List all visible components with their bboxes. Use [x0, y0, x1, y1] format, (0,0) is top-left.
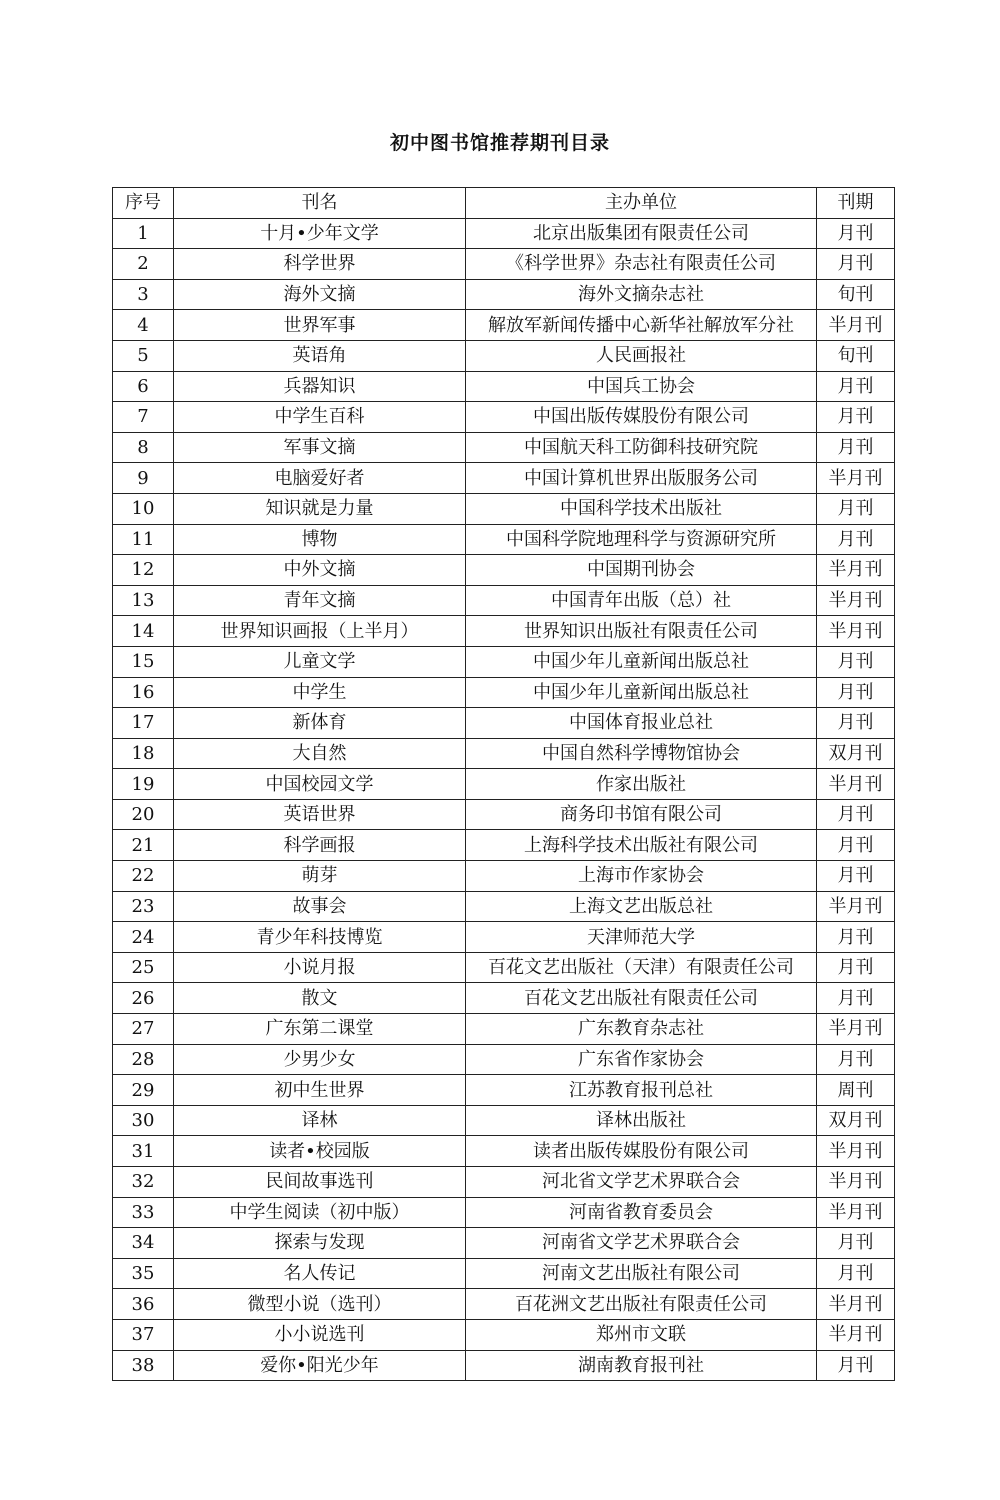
- cell-frequency: 半月刊: [817, 310, 895, 341]
- cell-index: 14: [113, 616, 174, 647]
- periodical-table: [112, 187, 895, 1381]
- table-row: [113, 799, 895, 830]
- cell-publisher: 中国自然科学博物馆协会: [466, 738, 817, 769]
- cell-journal-name: 名人传记: [174, 1258, 466, 1289]
- cell-index: 11: [113, 524, 174, 555]
- cell-frequency: 月刊: [817, 708, 895, 739]
- table-row: [113, 646, 895, 677]
- table-row: [113, 1075, 895, 1106]
- cell-journal-name: 中国校园文学: [174, 769, 466, 800]
- table-row: [113, 861, 895, 892]
- cell-publisher: 人民画报社: [466, 340, 817, 371]
- cell-frequency: 半月刊: [817, 1167, 895, 1198]
- cell-frequency: 月刊: [817, 952, 895, 983]
- cell-publisher: 中国少年儿童新闻出版总社: [466, 646, 817, 677]
- table-row: [113, 952, 895, 983]
- cell-journal-name: 军事文摘: [174, 432, 466, 463]
- cell-publisher: 世界知识出版社有限责任公司: [466, 616, 817, 647]
- table-row: [113, 279, 895, 310]
- cell-frequency: 月刊: [817, 493, 895, 524]
- cell-publisher: 上海文艺出版总社: [466, 891, 817, 922]
- table-row: [113, 1350, 895, 1381]
- cell-journal-name: 微型小说（选刊）: [174, 1289, 466, 1320]
- cell-index: 35: [113, 1258, 174, 1289]
- cell-frequency: 月刊: [817, 861, 895, 892]
- cell-publisher: 中国体育报业总社: [466, 708, 817, 739]
- table-row: [113, 1319, 895, 1350]
- table-row: [113, 769, 895, 800]
- cell-publisher: 百花文艺出版社有限责任公司: [466, 983, 817, 1014]
- cell-index: 9: [113, 463, 174, 494]
- cell-journal-name: 小小说选刊: [174, 1319, 466, 1350]
- cell-index: 7: [113, 402, 174, 433]
- cell-publisher: 中国青年出版（总）社: [466, 585, 817, 616]
- cell-index: 2: [113, 249, 174, 280]
- page-title: 初中图书馆推荐期刊目录: [389, 132, 610, 154]
- cell-journal-name: 兵器知识: [174, 371, 466, 402]
- cell-frequency: 月刊: [817, 432, 895, 463]
- table-row: [113, 524, 895, 555]
- cell-publisher: 河南省文学艺术界联合会: [466, 1228, 817, 1259]
- cell-index: 10: [113, 493, 174, 524]
- cell-journal-name: 译林: [174, 1105, 466, 1136]
- cell-frequency: 月刊: [817, 218, 895, 249]
- cell-index: 4: [113, 310, 174, 341]
- cell-frequency: 周刊: [817, 1075, 895, 1106]
- cell-publisher: 中国科学技术出版社: [466, 493, 817, 524]
- cell-publisher: 百花文艺出版社（天津）有限责任公司: [466, 952, 817, 983]
- cell-frequency: 月刊: [817, 677, 895, 708]
- header-publisher: 主办单位: [466, 188, 817, 219]
- cell-publisher: 江苏教育报刊总社: [466, 1075, 817, 1106]
- header-frequency: 刊期: [817, 188, 895, 219]
- table-row: [113, 249, 895, 280]
- table-row: [113, 432, 895, 463]
- cell-publisher: 《科学世界》杂志社有限责任公司: [466, 249, 817, 280]
- cell-publisher: 解放军新闻传播中心新华社解放军分社: [466, 310, 817, 341]
- cell-journal-name: 博物: [174, 524, 466, 555]
- cell-index: 3: [113, 279, 174, 310]
- table-row: [113, 1167, 895, 1198]
- cell-journal-name: 广东第二课堂: [174, 1014, 466, 1045]
- cell-publisher: 中国科学院地理科学与资源研究所: [466, 524, 817, 555]
- table-row: [113, 585, 895, 616]
- cell-publisher: 中国计算机世界出版服务公司: [466, 463, 817, 494]
- cell-frequency: 月刊: [817, 1258, 895, 1289]
- cell-journal-name: 青少年科技博览: [174, 922, 466, 953]
- cell-frequency: 月刊: [817, 402, 895, 433]
- table-row: [113, 1228, 895, 1259]
- cell-publisher: 中国航天科工防御科技研究院: [466, 432, 817, 463]
- cell-index: 28: [113, 1044, 174, 1075]
- cell-journal-name: 萌芽: [174, 861, 466, 892]
- cell-journal-name: 中学生: [174, 677, 466, 708]
- header-journal-name: 刊名: [174, 188, 466, 219]
- cell-journal-name: 读者•校园版: [174, 1136, 466, 1167]
- cell-journal-name: 科学世界: [174, 249, 466, 280]
- cell-frequency: 半月刊: [817, 1319, 895, 1350]
- cell-journal-name: 知识就是力量: [174, 493, 466, 524]
- cell-journal-name: 中外文摘: [174, 555, 466, 586]
- cell-index: 12: [113, 555, 174, 586]
- cell-publisher: 郑州市文联: [466, 1319, 817, 1350]
- cell-journal-name: 爱你•阳光少年: [174, 1350, 466, 1381]
- cell-journal-name: 英语角: [174, 340, 466, 371]
- cell-publisher: 中国少年儿童新闻出版总社: [466, 677, 817, 708]
- cell-frequency: 旬刊: [817, 279, 895, 310]
- cell-publisher: 商务印书馆有限公司: [466, 799, 817, 830]
- cell-index: 1: [113, 218, 174, 249]
- cell-journal-name: 新体育: [174, 708, 466, 739]
- table-row: [113, 677, 895, 708]
- cell-index: 6: [113, 371, 174, 402]
- table-row: [113, 310, 895, 341]
- cell-frequency: 半月刊: [817, 585, 895, 616]
- cell-frequency: 月刊: [817, 799, 895, 830]
- cell-index: 37: [113, 1319, 174, 1350]
- cell-publisher: 中国兵工协会: [466, 371, 817, 402]
- cell-frequency: 月刊: [817, 646, 895, 677]
- cell-journal-name: 十月•少年文学: [174, 218, 466, 249]
- cell-journal-name: 青年文摘: [174, 585, 466, 616]
- table-row: [113, 1105, 895, 1136]
- cell-publisher: 上海市作家协会: [466, 861, 817, 892]
- table-row: [113, 708, 895, 739]
- cell-journal-name: 少男少女: [174, 1044, 466, 1075]
- cell-journal-name: 儿童文学: [174, 646, 466, 677]
- cell-journal-name: 中学生阅读（初中版）: [174, 1197, 466, 1228]
- cell-journal-name: 散文: [174, 983, 466, 1014]
- table-row: [113, 371, 895, 402]
- cell-index: 38: [113, 1350, 174, 1381]
- table-row: [113, 218, 895, 249]
- table-row: [113, 891, 895, 922]
- cell-frequency: 月刊: [817, 922, 895, 953]
- cell-publisher: 广东教育杂志社: [466, 1014, 817, 1045]
- table-row: [113, 830, 895, 861]
- cell-publisher: 河南文艺出版社有限公司: [466, 1258, 817, 1289]
- cell-publisher: 广东省作家协会: [466, 1044, 817, 1075]
- cell-index: 16: [113, 677, 174, 708]
- cell-frequency: 半月刊: [817, 463, 895, 494]
- cell-journal-name: 英语世界: [174, 799, 466, 830]
- cell-journal-name: 电脑爱好者: [174, 463, 466, 494]
- cell-publisher: 读者出版传媒股份有限公司: [466, 1136, 817, 1167]
- cell-frequency: 半月刊: [817, 1014, 895, 1045]
- cell-publisher: 北京出版集团有限责任公司: [466, 218, 817, 249]
- cell-journal-name: 探索与发现: [174, 1228, 466, 1259]
- cell-journal-name: 故事会: [174, 891, 466, 922]
- cell-index: 36: [113, 1289, 174, 1320]
- cell-journal-name: 小说月报: [174, 952, 466, 983]
- cell-publisher: 天津师范大学: [466, 922, 817, 953]
- header-index: 序号: [113, 188, 174, 219]
- cell-index: 19: [113, 769, 174, 800]
- cell-journal-name: 民间故事选刊: [174, 1167, 466, 1198]
- cell-publisher: 作家出版社: [466, 769, 817, 800]
- cell-index: 21: [113, 830, 174, 861]
- cell-publisher: 中国出版传媒股份有限公司: [466, 402, 817, 433]
- cell-journal-name: 世界知识画报（上半月）: [174, 616, 466, 647]
- table-row: [113, 493, 895, 524]
- table-row: [113, 922, 895, 953]
- cell-index: 26: [113, 983, 174, 1014]
- table-row: [113, 983, 895, 1014]
- cell-publisher: 湖南教育报刊社: [466, 1350, 817, 1381]
- cell-frequency: 旬刊: [817, 340, 895, 371]
- table-row: [113, 402, 895, 433]
- cell-frequency: 月刊: [817, 249, 895, 280]
- cell-publisher: 上海科学技术出版社有限公司: [466, 830, 817, 861]
- cell-publisher: 百花洲文艺出版社有限责任公司: [466, 1289, 817, 1320]
- cell-frequency: 月刊: [817, 830, 895, 861]
- table-row: [113, 738, 895, 769]
- cell-publisher: 海外文摘杂志社: [466, 279, 817, 310]
- cell-publisher: 河北省文学艺术界联合会: [466, 1167, 817, 1198]
- cell-frequency: 半月刊: [817, 1197, 895, 1228]
- cell-index: 5: [113, 340, 174, 371]
- cell-frequency: 半月刊: [817, 1136, 895, 1167]
- table-header-row: [113, 188, 895, 219]
- cell-journal-name: 世界军事: [174, 310, 466, 341]
- cell-frequency: 月刊: [817, 371, 895, 402]
- cell-index: 25: [113, 952, 174, 983]
- table-row: [113, 1197, 895, 1228]
- table-body: [113, 218, 895, 1381]
- table-row: [113, 1044, 895, 1075]
- cell-index: 31: [113, 1136, 174, 1167]
- cell-frequency: 月刊: [817, 524, 895, 555]
- cell-publisher: 河南省教育委员会: [466, 1197, 817, 1228]
- cell-index: 34: [113, 1228, 174, 1259]
- table-row: [113, 340, 895, 371]
- table-row: [113, 1014, 895, 1045]
- cell-index: 18: [113, 738, 174, 769]
- table-row: [113, 555, 895, 586]
- cell-frequency: 月刊: [817, 983, 895, 1014]
- cell-frequency: 半月刊: [817, 1289, 895, 1320]
- cell-journal-name: 海外文摘: [174, 279, 466, 310]
- cell-index: 33: [113, 1197, 174, 1228]
- cell-index: 27: [113, 1014, 174, 1045]
- cell-index: 23: [113, 891, 174, 922]
- cell-frequency: 月刊: [817, 1228, 895, 1259]
- cell-frequency: 半月刊: [817, 616, 895, 647]
- table-row: [113, 463, 895, 494]
- table-row: [113, 1289, 895, 1320]
- cell-frequency: 月刊: [817, 1044, 895, 1075]
- cell-index: 29: [113, 1075, 174, 1106]
- cell-index: 32: [113, 1167, 174, 1198]
- cell-index: 20: [113, 799, 174, 830]
- cell-publisher: 译林出版社: [466, 1105, 817, 1136]
- table-row: [113, 616, 895, 647]
- cell-frequency: 半月刊: [817, 555, 895, 586]
- cell-index: 30: [113, 1105, 174, 1136]
- cell-index: 22: [113, 861, 174, 892]
- cell-journal-name: 科学画报: [174, 830, 466, 861]
- cell-frequency: 双月刊: [817, 1105, 895, 1136]
- cell-index: 8: [113, 432, 174, 463]
- table-row: [113, 1136, 895, 1167]
- cell-journal-name: 中学生百科: [174, 402, 466, 433]
- cell-journal-name: 初中生世界: [174, 1075, 466, 1106]
- table-row: [113, 1258, 895, 1289]
- cell-frequency: 半月刊: [817, 891, 895, 922]
- cell-frequency: 月刊: [817, 1350, 895, 1381]
- cell-publisher: 中国期刊协会: [466, 555, 817, 586]
- cell-index: 15: [113, 646, 174, 677]
- cell-index: 13: [113, 585, 174, 616]
- cell-frequency: 双月刊: [817, 738, 895, 769]
- cell-frequency: 半月刊: [817, 769, 895, 800]
- cell-journal-name: 大自然: [174, 738, 466, 769]
- cell-index: 17: [113, 708, 174, 739]
- cell-index: 24: [113, 922, 174, 953]
